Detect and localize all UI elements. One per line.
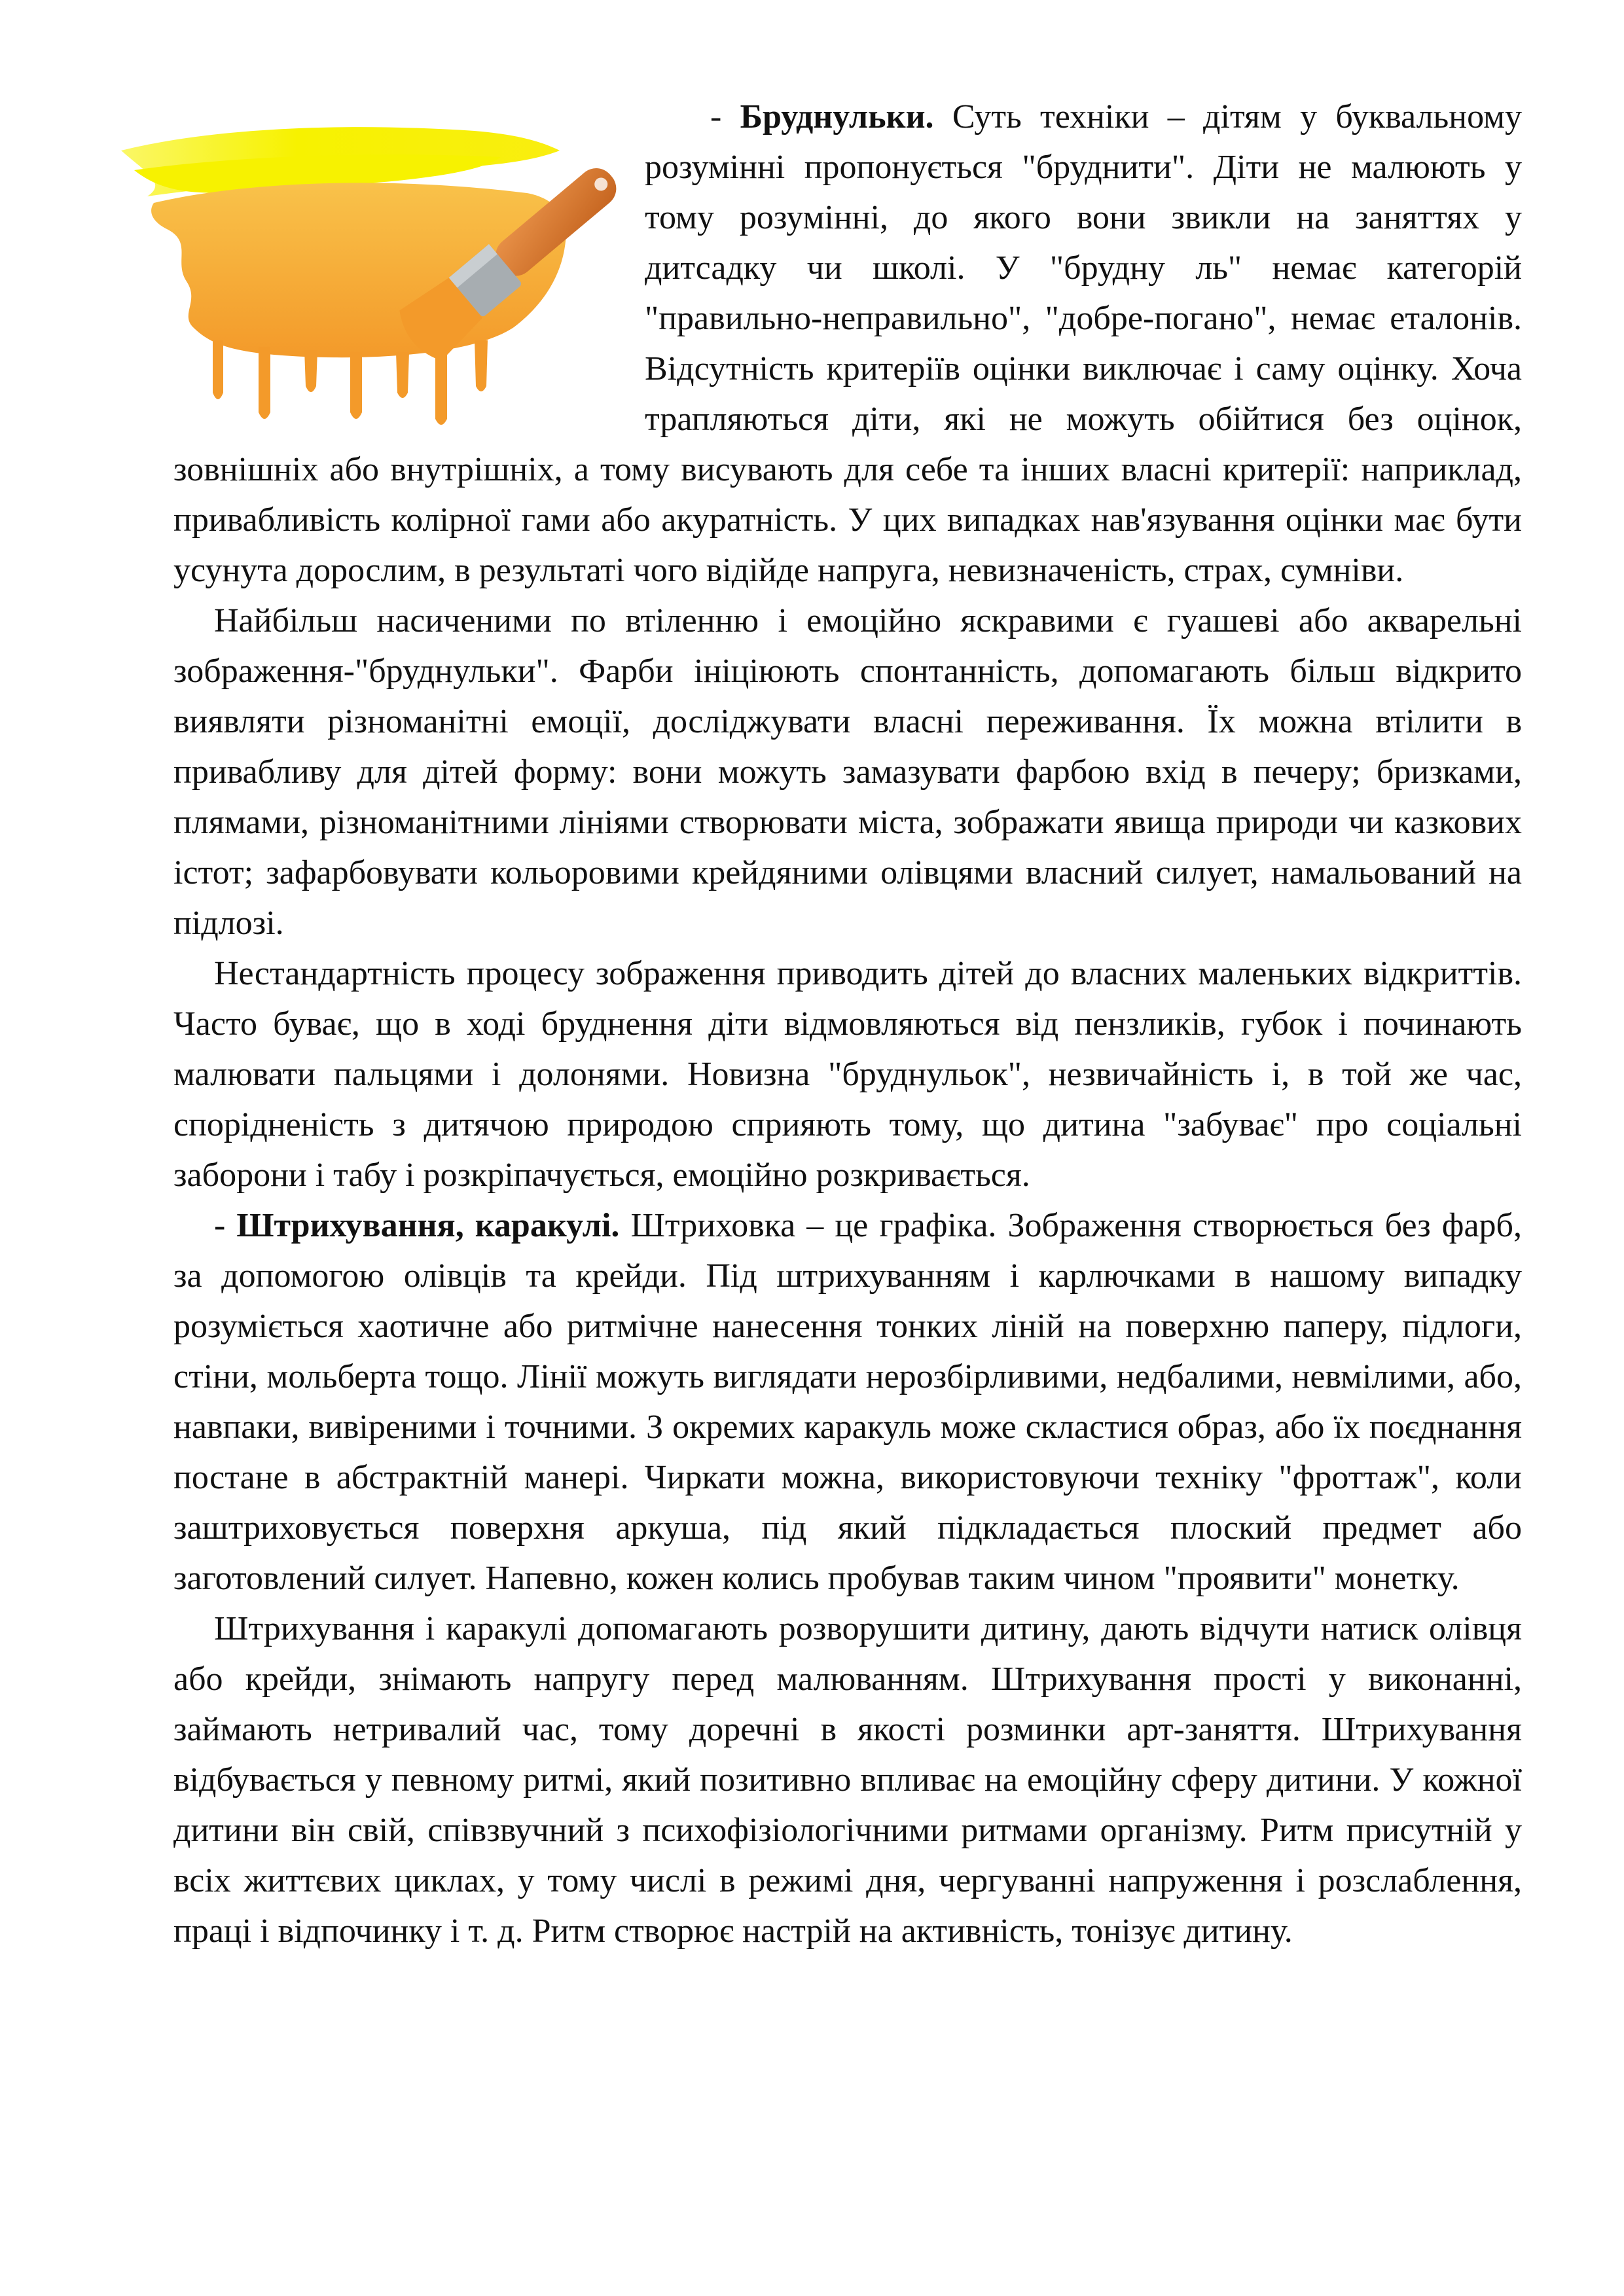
paragraph-text: Суть техніки – дітям у буквальному розумінні пропонується "бруднити". Діти не малюють у тому розумінні, до якого вони звикли на заняттях у дитсадку чи школі. У "брудну ль" немає категорій "правильно-неправильно", "добре-погано", немає еталонів. Відсутність критеріїв оцінки виключає і саму оцінку. Хоча трапляються діти, які не можуть обійтися без оцінок, зовнішніх або внутрішніх, а тому висувають для себе та інших власні критерії: наприклад, привабливість колірної гами або акуратність. У цих випадках нав'язування оцінки має бути усунута дорослим, в результаті чого відійде напруга, невизначеність, страх, сумніви. bbox=[173, 98, 1522, 589]
paint-stroke-icon bbox=[108, 105, 619, 432]
paragraph-5 bbox=[173, 1604, 1522, 1956]
paragraph-text: Нестандартність процесу зображення приводить дітей до власних маленьких відкриттів. Часто буває, що в ході бруднення діти відмовляються від пензликів, губок і починають малювати пальцями і долонями. Новизна "бруднульок", незвичайність і, в той же час, спорідненість з дитячою природою сприяють тому, що дитина "забуває" про соціальні заборони і табу і розкріпачується, емоційно розкривається. bbox=[173, 955, 1522, 1194]
paragraph-text: Найбільш насиченими по втіленню і емоційно яскравими є гуашеві або акварельні зображення-"бруднульки". Фарби ініціюють спонтанність, допомагають більш відкрито виявляти різноманітні емоції, досліджувати власні переживання. Їх можна втілити в привабливу для дітей форму: вони можуть замазувати фарбою вхід в печеру; бризками, плямами, різноманітними лініями створювати міста, зображати явища природи чи казкових істот; зафарбовувати кольоровими крейдяними олівцями власний силует, намальований на підлозі. bbox=[173, 602, 1522, 942]
term-heading: Штрихування, каракулі. bbox=[236, 1207, 620, 1244]
document-page bbox=[173, 92, 1522, 1956]
list-dash: - bbox=[710, 98, 740, 135]
paragraph-3 bbox=[173, 948, 1522, 1200]
list-dash: - bbox=[214, 1207, 237, 1244]
paragraph-shtrykhuvannia bbox=[173, 1200, 1522, 1604]
paragraph-text: Штриховка – це графіка. Зображення створюється без фарб, за допомогою олівців та крейди. Під штрихуванням і карлючками в нашому випадку розуміється хаотичне або ритмічне нанесення тонких ліній на поверхню паперу, підлоги, стіни, мольберта тощо. Лінії можуть виглядати нерозбірливими, недбалими, невмілими, або, навпаки, вивіреними і точними. З окремих каракуль може скластися образ, або їх поєднання постане в абстрактній манері. Чиркати можна, використовуючи техніку "фроттаж", коли заштриховується поверхня аркуша, під який підкладається плоский предмет або заготовлений силует. Напевно, кожен колись пробував таким чином "проявити" монетку. bbox=[173, 1207, 1522, 1597]
paintbrush-stroke-illustration bbox=[108, 105, 619, 432]
term-heading: Бруднульки. bbox=[740, 98, 934, 135]
paragraph-text: Штрихування і каракулі допомагають розворушити дитину, дають відчути натиск олівця або крейди, знімають напругу перед малюванням. Штрихування прості у виконанні, займають нетривалий час, тому доречні в якості розминки арт-заняття. Штрихування відбувається у певному ритмі, який позитивно впливає на емоційну сферу дитини. У кожної дитини він свій, співзвучний з психофізіологічними ритмами організму. Ритм присутній у всіх життєвих циклах, у тому числі в режимі дня, чергуванні напруження і розслаблення, праці і відпочинку і т. д. Ритм створює настрій на активність, тонізує дитину. bbox=[173, 1610, 1522, 1950]
paragraph-2 bbox=[173, 596, 1522, 948]
